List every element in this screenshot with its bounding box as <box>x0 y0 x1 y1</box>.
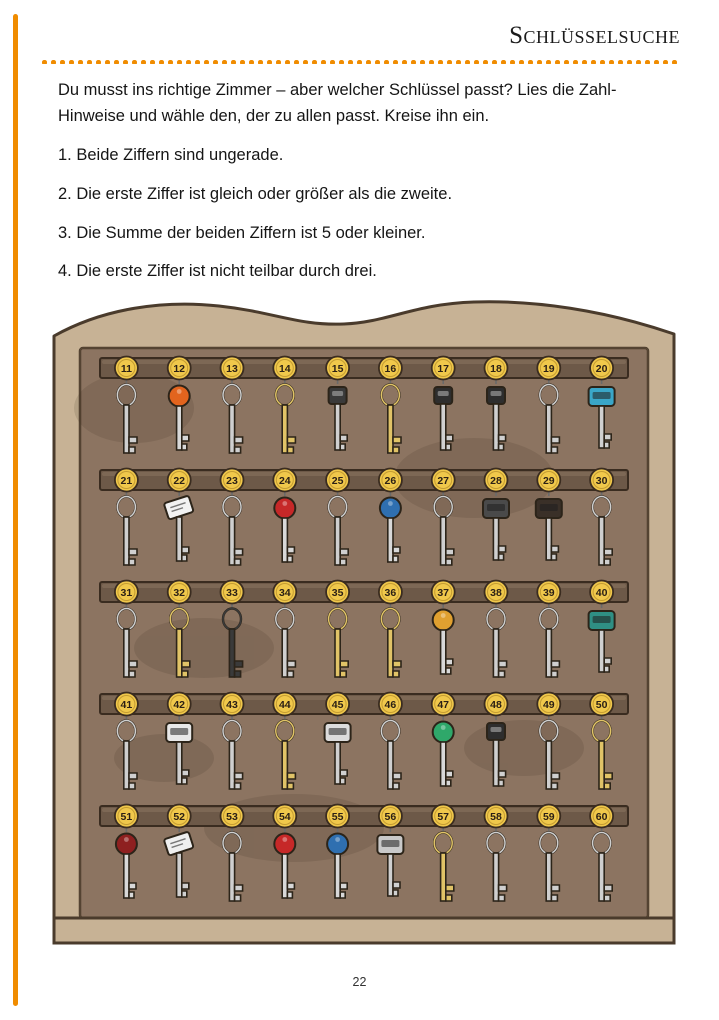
key-bit <box>182 661 190 667</box>
key-bit <box>499 546 506 552</box>
key-shaft <box>229 517 234 565</box>
key-head-highlight <box>441 613 446 618</box>
key-car-buttons <box>332 391 343 396</box>
key-tag-number: 56 <box>384 811 397 824</box>
key-fob-panel <box>329 728 347 735</box>
key-bit-2 <box>446 668 451 674</box>
key-bit-2 <box>129 671 135 677</box>
key-shaft <box>229 629 234 677</box>
key-tag-number: 59 <box>542 811 555 824</box>
key-tag-number: 44 <box>278 699 291 712</box>
key-shaft <box>229 853 234 901</box>
key-tag-number: 28 <box>490 475 502 488</box>
key-bit-2 <box>235 447 241 453</box>
key-bit <box>182 770 189 776</box>
clue-3: 3. Die Summe der beiden Ziffern ist 5 oder kleiner. <box>58 223 426 242</box>
key-head-highlight <box>282 501 287 506</box>
key-fob-panel <box>487 504 505 511</box>
key-bit <box>551 661 559 667</box>
key-bit-2 <box>129 447 135 453</box>
key-shaft <box>441 517 446 565</box>
key-tag-number: 13 <box>226 363 238 376</box>
key-bit <box>551 885 559 891</box>
key-bit <box>499 771 506 777</box>
key-head-highlight <box>282 837 287 842</box>
key-tag-number: 49 <box>542 699 555 712</box>
key-bit <box>393 437 401 443</box>
key-shaft <box>177 629 182 677</box>
key-round-head <box>380 498 401 519</box>
key-bit-2 <box>446 559 452 565</box>
key-tag-number: 19 <box>542 363 555 376</box>
key-tag-number: 48 <box>490 699 502 712</box>
key-tag-number: 34 <box>278 587 291 600</box>
key-shaft <box>493 629 498 677</box>
key-shaft <box>124 629 129 677</box>
key-tag-number: 17 <box>437 363 450 376</box>
key-bit-2 <box>393 671 399 677</box>
key-bit <box>604 549 612 555</box>
key-tag-number: 42 <box>173 699 186 712</box>
key-round-head <box>169 386 190 407</box>
key-bit-2 <box>129 892 134 898</box>
key-bit <box>129 883 136 889</box>
key-head-highlight <box>124 837 129 842</box>
key-car-buttons <box>491 391 502 396</box>
key-tag-number: 22 <box>173 475 186 488</box>
key-tag-number: 39 <box>542 587 555 600</box>
key-round-head <box>274 498 295 519</box>
key-tag-number: 21 <box>120 475 133 488</box>
key-bit-2 <box>551 554 556 560</box>
key-bit-2 <box>446 444 451 450</box>
key-tag-number: 29 <box>542 475 555 488</box>
key-bit-2 <box>393 447 399 453</box>
key-tag-number: 15 <box>331 363 344 376</box>
page-header <box>40 22 680 66</box>
key-bit-2 <box>393 783 399 789</box>
key-bit-2 <box>604 895 610 901</box>
key-bit <box>235 437 243 443</box>
key-bit <box>235 773 243 779</box>
key-shaft <box>546 629 551 677</box>
key-bit <box>446 771 453 777</box>
key-bit <box>393 882 400 888</box>
key-shaft <box>441 853 446 901</box>
key-tag-number: 36 <box>384 587 397 600</box>
key-tag-number: 37 <box>437 587 450 600</box>
key-bit-2 <box>340 444 345 450</box>
key-bit-2 <box>235 895 241 901</box>
key-tag-number: 14 <box>278 363 291 376</box>
key-tag-number: 30 <box>595 475 608 488</box>
key-shaft <box>124 741 129 789</box>
key-shaft <box>229 405 234 453</box>
key-bit-2 <box>604 666 609 672</box>
key-bit-2 <box>499 780 504 786</box>
key-bit <box>604 658 611 664</box>
puzzle-text <box>58 78 668 298</box>
key-bit <box>340 770 347 776</box>
key-bit <box>551 546 558 552</box>
key-fob-panel <box>540 504 558 511</box>
key-bit <box>340 435 347 441</box>
key-bit <box>129 437 137 443</box>
key-tag-number: 55 <box>331 811 344 824</box>
key-shaft <box>546 741 551 789</box>
key-shaft <box>282 741 287 789</box>
key-fob-panel <box>593 616 611 623</box>
key-bit-2 <box>604 442 609 448</box>
key-tag-number: 24 <box>278 475 291 488</box>
key-bit <box>604 885 612 891</box>
key-bit-2 <box>393 890 398 896</box>
key-bit-2 <box>340 778 345 784</box>
key-shaft <box>335 629 340 677</box>
page-number: 22 <box>352 975 367 989</box>
key-bit <box>393 773 401 779</box>
key-bit-2 <box>182 891 187 897</box>
clue-4: 4. Die erste Ziffer ist nicht teilbar durch drei. <box>58 262 377 281</box>
key-tag-number: 40 <box>595 587 608 600</box>
key-tag-number: 58 <box>490 811 502 824</box>
key-bit <box>235 885 243 891</box>
key-bit-2 <box>182 444 187 450</box>
key-bit-2 <box>499 444 504 450</box>
key-bit <box>182 547 189 553</box>
key-bit <box>287 661 295 667</box>
key-shaft <box>493 404 498 450</box>
key-bit-2 <box>182 778 187 784</box>
key-tag-number: 51 <box>120 811 133 824</box>
key-bit-2 <box>604 559 610 565</box>
dotted-divider <box>40 60 680 64</box>
key-bit <box>129 549 137 555</box>
key-shaft <box>229 741 234 789</box>
key-tag-number: 46 <box>384 699 397 712</box>
key-bit-2 <box>499 671 505 677</box>
key-bit-2 <box>129 783 135 789</box>
key-bit-2 <box>287 556 292 562</box>
key-bit-2 <box>499 895 505 901</box>
key-bit <box>129 773 137 779</box>
page-accent-bar <box>13 14 18 1006</box>
key-fob-panel <box>170 728 188 735</box>
key-round-head <box>433 610 454 631</box>
key-tag-number: 16 <box>384 363 397 376</box>
key-bit-2 <box>604 783 610 789</box>
key-bit-2 <box>340 671 346 677</box>
key-head-highlight <box>388 501 393 506</box>
key-bit-2 <box>551 895 557 901</box>
key-bit <box>393 547 400 553</box>
key-shaft <box>124 517 129 565</box>
key-bit <box>499 661 507 667</box>
key-bit-2 <box>393 556 398 562</box>
key-shaft <box>388 741 393 789</box>
key-tag-number: 26 <box>384 475 397 488</box>
key-bit <box>287 547 294 553</box>
key-tag-number: 25 <box>331 475 344 488</box>
key-shaft <box>546 405 551 453</box>
key-bit-2 <box>287 447 293 453</box>
key-shaft <box>441 404 446 450</box>
key-bit <box>340 549 348 555</box>
key-bit <box>287 883 294 889</box>
key-board-illustration <box>44 288 684 958</box>
key-shaft <box>124 405 129 453</box>
key-bit <box>287 437 295 443</box>
key-shaft <box>599 853 604 901</box>
key-bit-2 <box>129 559 135 565</box>
key-bit <box>446 885 454 891</box>
key-bit-2 <box>551 447 557 453</box>
key-car-buttons <box>438 391 449 396</box>
key-bit <box>393 661 401 667</box>
key-bit-2 <box>287 892 292 898</box>
key-tag-number: 60 <box>595 811 608 824</box>
key-bit-2 <box>446 895 452 901</box>
key-shaft <box>493 853 498 901</box>
key-bit <box>182 435 189 441</box>
key-shaft <box>388 629 393 677</box>
key-tag-number: 27 <box>437 475 450 488</box>
key-tag-number: 57 <box>437 811 450 824</box>
key-shaft <box>335 517 340 565</box>
key-bit-2 <box>499 554 504 560</box>
key-bit <box>235 549 243 555</box>
key-shaft <box>493 740 498 786</box>
key-tag-number: 43 <box>226 699 238 712</box>
key-bit-2 <box>340 559 346 565</box>
key-bit <box>446 659 453 665</box>
key-bit-2 <box>235 671 241 677</box>
key-bit <box>340 883 347 889</box>
key-car-buttons <box>491 727 502 732</box>
key-bit-2 <box>235 783 241 789</box>
key-head-highlight <box>441 725 446 730</box>
key-tag-number: 41 <box>120 699 133 712</box>
key-tag-number: 35 <box>331 587 344 600</box>
key-tag-number: 32 <box>173 587 186 600</box>
key-head-highlight <box>335 837 340 842</box>
key-tag-number: 11 <box>120 363 132 376</box>
key-tag-number: 47 <box>437 699 450 712</box>
key-tag-number: 20 <box>595 363 608 376</box>
key-bit-2 <box>182 671 188 677</box>
key-shaft <box>282 405 287 453</box>
key-tag-number: 12 <box>173 363 186 376</box>
key-bit-2 <box>287 671 293 677</box>
key-tag-number: 45 <box>331 699 344 712</box>
key-bit <box>340 661 348 667</box>
board-base-ledge <box>54 918 674 943</box>
key-bit-2 <box>551 783 557 789</box>
key-bit-2 <box>340 892 345 898</box>
clue-1: 1. Beide Ziffern sind ungerade. <box>58 146 284 165</box>
key-bit-2 <box>182 555 187 561</box>
key-tag-number: 23 <box>226 475 238 488</box>
key-shaft <box>335 404 340 450</box>
key-bit <box>551 437 559 443</box>
key-bit <box>499 885 507 891</box>
key-shaft <box>599 741 604 789</box>
key-fob-panel <box>381 840 399 847</box>
key-bit-2 <box>287 783 293 789</box>
key-round-head <box>274 834 295 855</box>
key-tag-number: 54 <box>278 811 291 824</box>
key-tag-number: 50 <box>595 699 608 712</box>
key-bit <box>287 773 295 779</box>
clue-2: 2. Die erste Ziffer ist gleich oder größer als die zweite. <box>58 184 453 203</box>
key-tag-number: 38 <box>490 587 502 600</box>
key-bit-2 <box>446 780 451 786</box>
key-bit <box>499 435 506 441</box>
key-bit <box>235 661 243 667</box>
key-bit <box>551 773 559 779</box>
key-bit <box>604 773 612 779</box>
key-shaft <box>599 517 604 565</box>
key-board <box>44 288 684 958</box>
key-shaft <box>282 629 287 677</box>
key-tag-number: 52 <box>173 811 186 824</box>
key-round-head <box>433 722 454 743</box>
key-bit <box>129 661 137 667</box>
key-shaft <box>388 405 393 453</box>
key-head-highlight <box>177 389 182 394</box>
key-bit <box>446 549 454 555</box>
key-bit <box>604 434 611 440</box>
key-bit <box>446 435 453 441</box>
key-bit-2 <box>235 559 241 565</box>
key-bit <box>182 883 189 889</box>
key-shaft <box>546 853 551 901</box>
key-tag-number: 53 <box>226 811 238 824</box>
key-tag-number: 31 <box>120 587 133 600</box>
key-tag-number: 33 <box>226 587 238 600</box>
key-round-head <box>116 834 137 855</box>
page-title: Schlüsselsuche <box>509 22 680 49</box>
key-tag-number: 18 <box>490 363 502 376</box>
key-bit-2 <box>551 671 557 677</box>
intro-paragraph: Du musst ins richtige Zimmer – aber welcher Schlüssel passt? Lies die Zahl-Hinweise und wähle den, der zu allen passt. Kreise ihn ein. <box>58 81 617 125</box>
key-fob-panel <box>593 392 611 399</box>
key-round-head <box>327 834 348 855</box>
